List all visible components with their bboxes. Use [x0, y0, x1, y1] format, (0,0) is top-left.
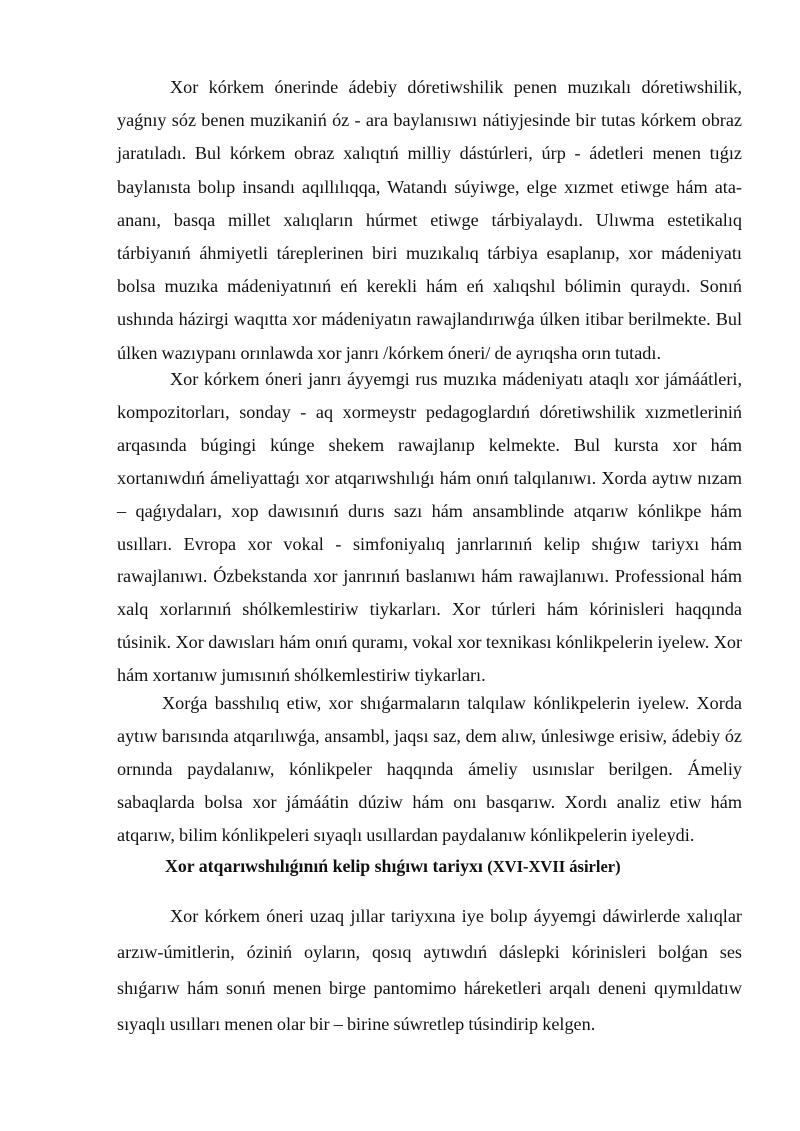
body-paragraph-3: Xorǵa basshılıq etiw, xor shıǵarmaların talqılaw kónlikpelerin iyelew. Xorda aytıw barısında atqarılıwǵa, ansambl, jaqsı saz, dem alıw, únlesiwge erisiw, ádebiy óz ornında paydalanıw, kónlikpeler haqqında ámeliy usınıslar berilgen. Ámeliy sabaqlarda bolsa xor jámáátin dúziw hám onı basqarıw. Xordı analiz etiw hám atqarıw, bilim kónlikpeleri sıyaqlı usıllardan paydalanıw kónlikpelerin iyeleydi.	[117, 693, 742, 845]
body-paragraph-1: Xor kórkem ónerinde ádebiy dóretiwshilik penen muzıkalı dóretiwshilik, yaǵnıy sóz benen muzikaniń óz - ara baylanısıwı nátiyjesinde bir tutas kórkem obraz jaratıladı. Bul kórkem obraz xalıqtıń milliy dástúrleri, úrp - ádetleri menen tıǵız baylanısta bolıp insandı aqıllılıqqa, Watandı súyiwge, elge xızmet etiwge hám ata-ananı, basqa millet xalıqların húrmet etiwge tárbiyalaydı. Ulıwma estetikalıq tárbiyanıń áhmiyetli táreplerinen biri muzıkalıq tárbiya esaplanıp, xor mádeniyatı bolsa muzıka mádeniyatınıń eń kerekli hám eń xalıqshıl bólimin quraydı. Sonıń ushında házirgi waqıtta xor mádeniyatın rawajlandırıwǵa úlken itibar berilmekte. Bul úlken wazıypanı orınlawda xor janrı /kórkem óneri/ de ayrıqsha orın tutadı.	[117, 77, 742, 363]
section-heading-title: Xor atqarıwshılıǵınıń kelip shıǵıwı tariyxı	[165, 856, 483, 876]
section-heading-period: (XVI-XVII ásirler)	[487, 857, 621, 876]
section-heading	[165, 856, 621, 877]
body-paragraph-2: Xor kórkem óneri janrı áyyemgi rus muzıka mádeniyatı ataqlı xor jámáátleri, kompozitorları, sonday - aq xormeystr pedagoglardıń dóretiwshilik xızmetleriniń arqasında búgingi kúnge shekem rawajlanıp kelmekte. Bul kursta xor hám xortanıwdıń ámeliyattaǵı xor atqarıwshılıǵı hám onıń talqılanıwı. Xorda aytıw nızam – qaǵıydaları, xop dawısınıń durıs sazı hám ansamblinde atqarıw kónlikpe hám usılları. Evropa xor vokal - simfoniyalıq janrlarınıń kelip shıǵıw tariyxı hám rawajlanıwı. Ózbekstanda xor janrınıń baslanıwı hám rawajlanıwı. Professional hám xalq xorlarınıń shólkemlestiriw tiykarları. Xor túrleri hám kórinisleri haqqında túsinik. Xor dawısları hám onıń quramı, vokal xor texnikası kónlikpelerin iyelew. Xor hám xortanıw jumısınıń shólkemlestiriw tiykarları.	[117, 369, 742, 686]
body-paragraph-4: Xor kórkem óneri uzaq jıllar tariyxına iye bolıp áyyemgi dáwirlerde xalıqlar arzıw-úmitlerin, óziniń oyların, qosıq aytıwdıń dáslepki kórinisleri bolǵan ses shıǵarıw hám sonıń menen birge pantomimo háreketleri arqalı deneni qıymıldatıw sıyaqlı usılları menen olar bir – birine súwretlep túsindirip kelgen.	[117, 906, 742, 1034]
